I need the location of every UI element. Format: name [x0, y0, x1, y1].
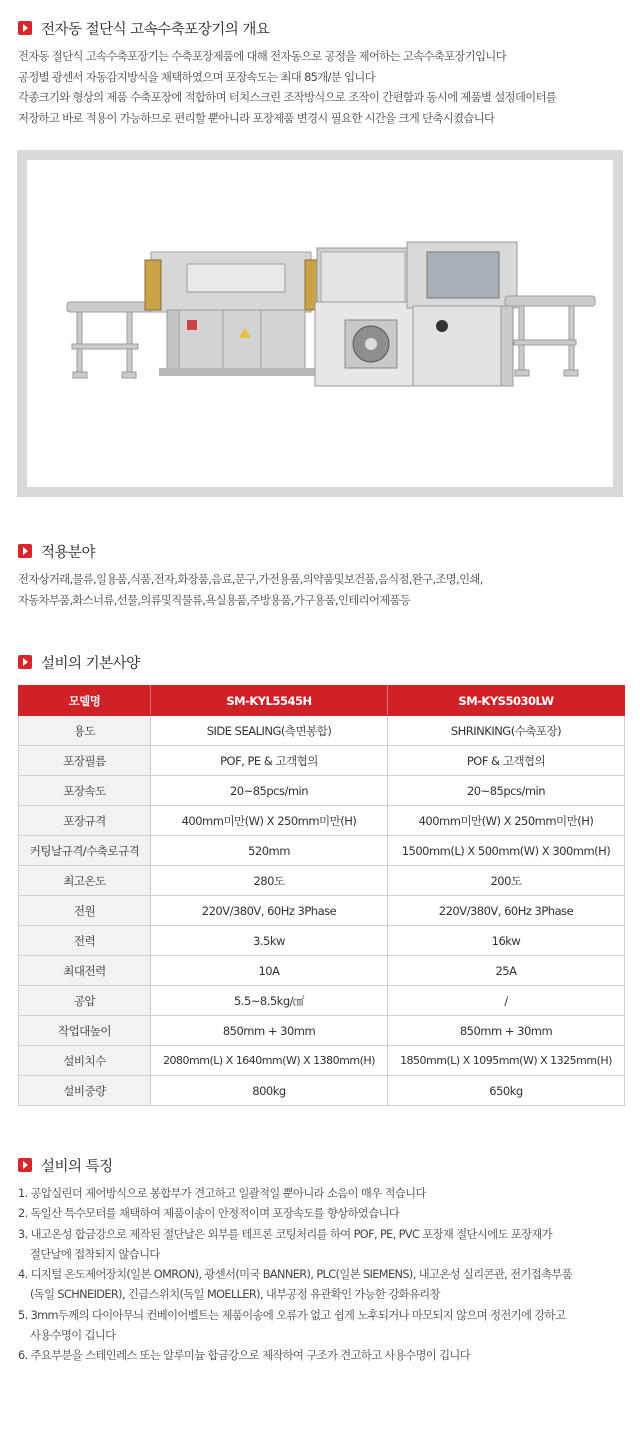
spec-value: 220V/380V, 60Hz 3Phase	[151, 896, 388, 926]
table-row	[19, 1046, 625, 1076]
spec-header-kys5030lw: SM-KYS5030LW	[388, 686, 625, 716]
spec-value: 650kg	[388, 1076, 625, 1106]
spec-label: 포장규격	[19, 806, 151, 836]
spec-value: 200도	[388, 866, 625, 896]
applications-heading	[18, 540, 95, 562]
spec-label: 작업대높이	[19, 1016, 151, 1046]
spec-label: 최고온도	[19, 866, 151, 896]
right-conveyor	[505, 296, 595, 376]
spec-value: SIDE SEALING(측면봉합)	[151, 716, 388, 746]
spec-header-model: 모델명	[19, 686, 151, 716]
spec-value: 20~85pcs/min	[388, 776, 625, 806]
specs-title: 설비의 기본사양	[41, 655, 140, 672]
play-square-icon	[18, 21, 32, 35]
shrink-tunnel-machine	[315, 242, 517, 386]
spec-value: POF & 고객협의	[388, 746, 625, 776]
spec-value: 25A	[388, 956, 625, 986]
play-square-icon	[18, 655, 32, 669]
applications-line: 자동차부품,화스너류,선물,의류및직물류,욕실용품,주방용품,가구용품,인테리어제품등	[18, 593, 411, 607]
spec-value: 3.5kw	[151, 926, 388, 956]
table-row	[19, 986, 625, 1016]
overview-line: 각종크기와 형상의 제품 수축포장에 적합하며 터치스크린 조작방식으로 조작이 간편함과 동시에 제품별 설정데이터를	[18, 91, 557, 104]
spec-value: SHRINKING(수축포장)	[388, 716, 625, 746]
product-photo	[27, 160, 613, 487]
side-sealing-machine	[145, 252, 321, 376]
table-row	[19, 1076, 625, 1106]
spec-value: 1850mm(L) X 1095mm(W) X 1325mm(H)	[388, 1046, 625, 1076]
spec-label: 포장필름	[19, 746, 151, 776]
overview-line: 공정별 광센서 자동감지방식을 채택하였으며 포장속도는 최대 85개/분 입니다	[18, 70, 376, 84]
overview-line: 전자동 절단식 고속수축포장기는 수축포장제품에 대해 전자동으로 공정을 제어하는 고속수축포장기입니다	[18, 50, 507, 63]
spec-value: 5.5~8.5kg/㎠	[151, 986, 388, 1016]
table-row	[19, 746, 625, 776]
spec-value: 10A	[151, 956, 388, 986]
applications-text	[18, 570, 628, 611]
spec-value: 1500mm(L) X 500mm(W) X 300mm(H)	[388, 836, 625, 866]
list-item-continuation: 절단날에 접착되지 않습니다	[30, 1247, 160, 1261]
spec-value: /	[388, 986, 625, 1016]
spec-label: 전원	[19, 896, 151, 926]
spec-value: 400mm미만(W) X 250mm미만(H)	[151, 806, 388, 836]
list-item: 1. 공압실린더 제어방식으로 봉합부가 견고하고 일괄적일 뿐아니라 소음이 매우 적습니다	[18, 1187, 426, 1200]
spec-label: 설비치수	[19, 1046, 151, 1076]
left-conveyor	[67, 302, 165, 378]
table-row	[19, 716, 625, 746]
spec-label: 커팅날규격/수축로규격	[19, 836, 151, 866]
features-heading	[18, 1154, 113, 1176]
spec-label: 포장속도	[19, 776, 151, 806]
specs-heading	[18, 651, 140, 673]
spec-header-row	[19, 686, 625, 716]
spec-value: 850mm + 30mm	[388, 1016, 625, 1046]
table-row	[19, 896, 625, 926]
spec-value: POF, PE & 고객협의	[151, 746, 388, 776]
list-item: 5. 3mm두께의 다이아무늬 컨베이어벨트는 제품이송에 오류가 없고 쉽게 노후되거나 마모되지 않으며 정전기에 강하고	[18, 1308, 566, 1322]
overview-line: 저장하고 바로 적용이 가능하므로 편리할 뿐아니라 포장제품 변경시 필요한 시간을 크게 단축시켰습니다	[18, 111, 495, 125]
play-square-icon	[18, 1158, 32, 1172]
spec-header-kyl5545h: SM-KYL5545H	[151, 686, 388, 716]
table-row	[19, 776, 625, 806]
spec-value: 20~85pcs/min	[151, 776, 388, 806]
overview-title: 전자동 절단식 고속수축포장기의 개요	[41, 21, 270, 38]
table-row	[19, 866, 625, 896]
spec-label: 공압	[19, 986, 151, 1016]
product-photo-frame	[17, 150, 623, 497]
spec-value: 2080mm(L) X 1640mm(W) X 1380mm(H)	[151, 1046, 388, 1076]
list-item-continuation: (독일 SCHNEIDER), 긴급스위치(독일 MOELLER), 내부공정 유관확인 가능한 강화유리창	[30, 1288, 440, 1302]
spec-value: 220V/380V, 60Hz 3Phase	[388, 896, 625, 926]
features-list	[18, 1184, 628, 1367]
spec-label: 용도	[19, 716, 151, 746]
spec-value: 280도	[151, 866, 388, 896]
table-row	[19, 806, 625, 836]
table-row	[19, 956, 625, 986]
spec-value: 520mm	[151, 836, 388, 866]
spec-value: 800kg	[151, 1076, 388, 1106]
spec-value: 16kw	[388, 926, 625, 956]
list-item: 3. 내고온성 합금강으로 제작된 절단날은 외부를 테프론 코팅처리를 하여 POF, PE, PVC 포장재 절단시에도 포장재가	[18, 1227, 553, 1241]
spec-value: 850mm + 30mm	[151, 1016, 388, 1046]
applications-line: 전자상거래,물류,일용품,식품,전자,화장품,음료,문구,가전용품,의약품및보건품,음식점,완구,조명,인쇄,	[18, 573, 483, 586]
list-item: 6. 주요부분을 스테인레스 또는 알루미늄 합금강으로 제작하여 구조가 견고하고 사용수명이 깁니다	[18, 1349, 471, 1363]
spec-label: 설비중량	[19, 1076, 151, 1106]
spec-label: 최대전력	[19, 956, 151, 986]
list-item: 2. 독일산 특수모터를 채택하여 제품이송이 안정적이며 포장속도를 향상하였습니다	[18, 1207, 400, 1221]
table-row	[19, 926, 625, 956]
table-row	[19, 836, 625, 866]
list-item-continuation: 사용수명이 깁니다	[30, 1329, 116, 1343]
overview-text	[18, 47, 628, 129]
spec-label: 전력	[19, 926, 151, 956]
spec-value: 400mm미만(W) X 250mm미만(H)	[388, 806, 625, 836]
table-row	[19, 1016, 625, 1046]
overview-heading	[18, 17, 269, 39]
spec-table	[18, 685, 625, 1106]
features-title: 설비의 특징	[41, 1158, 113, 1175]
play-square-icon	[18, 544, 32, 558]
shrink-packaging-machine-illustration	[27, 160, 613, 487]
list-item: 4. 디지털 온도제어장치(일본 OMRON), 광센서(미국 BANNER), PLC(일본 SIEMENS), 내고온성 실리콘관, 전기접촉부품	[18, 1268, 573, 1282]
applications-title: 적용분야	[41, 544, 96, 561]
